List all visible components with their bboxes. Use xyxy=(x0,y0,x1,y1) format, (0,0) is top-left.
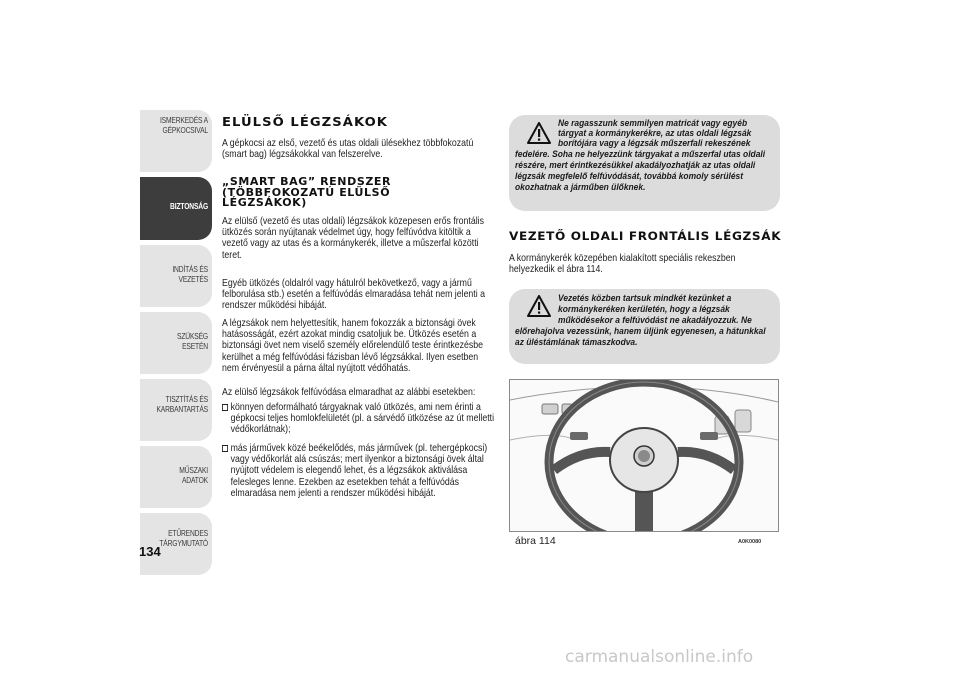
tab-label: ETŰRENDES TÁRGYMUTATÓ xyxy=(159,529,208,548)
tab-inditas[interactable] xyxy=(140,245,212,307)
right-paragraph-1: A kormánykerék közepében kialakított speciális rekeszben helyezkedik el ábra 114. xyxy=(509,253,736,276)
warning-2-line: Vezetés közben tartsuk mindkét kezünket a xyxy=(558,293,732,304)
warning-2-line: kormánykeréken kerületén, hogy a légzsák xyxy=(558,304,730,315)
checkbox-bullet-icon xyxy=(222,445,228,452)
warning-2-line: működésekor a felfúvódást ne akadályozzuk. Ne xyxy=(558,315,752,326)
tab-label: TISZTÍTÁS ÉS KARBANTARTÁS xyxy=(156,395,208,414)
warning-1-line: Ne ragasszunk semmilyen matricát vagy egyéb xyxy=(558,118,748,129)
warning-1-line: tárgyat a kormánykerékre, az utas oldali légzsák xyxy=(558,128,752,139)
section-title: ELÜLSŐ LÉGZSÁKOK xyxy=(222,114,389,129)
warning-1-line: borítójára vagy a légzsák műszerfali rekeszének xyxy=(558,138,751,149)
tab-label: INDÍTÁS ÉS VEZETÉS xyxy=(172,265,208,284)
watermark: carmanualsonline.info xyxy=(565,647,754,667)
page-number: 134 xyxy=(139,544,161,559)
tab-biztonsag[interactable] xyxy=(140,177,212,240)
tab-label: MŰSZAKI ADATOK xyxy=(179,466,208,485)
list-item xyxy=(222,443,497,499)
figure-caption: ábra 114 xyxy=(515,535,556,547)
paragraph-1: Az elülső (vezető és utas oldali) légzsákok közepesen erős frontális ütközés során nyújtanak védelmet úgy, hogy felfúvódva kitöltik a vezető vagy az utas és a kormánykerék, illetve a műszerfal közötti teret. xyxy=(222,216,485,261)
list-item-text: más járművek közé beékelődés, más járművek (pl. tehergépkocsi) vagy védőkorlát alá csúszás; mert ilyenkor a biztonsági övek által nyújtott védelem is elegendő lehet, és a légzsákok aktiválása felesleges lenne. Ezekben az esetekben tehát a felfúvódás elmaradása nem jelenti a rendszer működési hibáját. xyxy=(230,443,488,499)
tab-ismerkedes[interactable] xyxy=(140,110,212,172)
subsection-title: „SMART BAG” RENDSZER (TÖBBFOKOZATÚ ELÜLSŐ LÉGZSÁKOK) xyxy=(222,175,392,209)
steering-wheel-figure xyxy=(509,379,779,532)
warning-2-line: az üléstámlának támaszkodva. xyxy=(515,337,638,348)
warning-1-line: fedelére. Soha ne helyezzünk tárgyakat a műszerfal utas oldali xyxy=(515,149,766,160)
intro-paragraph: A gépkocsi az első, vezető és utas oldali ülésekhez többfokozatú (smart bag) légzsákokkal van felszerelve. xyxy=(222,138,474,161)
paragraph-4: Az elülső légzsákok felfúvódása elmaradhat az alábbi esetekben: xyxy=(222,387,476,398)
tab-tisztitas[interactable] xyxy=(140,379,212,441)
list-item-text: könnyen deformálható tárgyaknak való ütközés, ami nem érinti a gépkocsi teljes homlokfelületét (pl. a sárvédő ütközése az út melletti védőkorlátnak); xyxy=(230,402,495,436)
tab-label: ISMERKEDÉS A GÉPKOCSIVAL xyxy=(159,116,208,135)
tab-label: SZÜKSÉG ESETÉN xyxy=(177,332,208,351)
steering-wheel-illustration xyxy=(510,380,778,531)
warning-triangle-icon xyxy=(527,122,551,144)
tab-label: BIZTONSÁG xyxy=(170,202,208,211)
section-title-2: VEZETŐ OLDALI FRONTÁLIS LÉGZSÁK xyxy=(509,229,782,243)
figure-code: A0K0080 xyxy=(738,539,762,545)
tab-muszaki[interactable] xyxy=(140,446,212,508)
paragraph-3: A légzsákok nem helyettesítik, hanem fokozzák a biztonsági övek hatásosságát, ezért azokat mindig csatoljuk be. Ütközés esetén a biztonsági övet nem viselő személy előrelendülő teste érintkezésbe kerülhet a még felfúvódási fázisban lévő légzsákkal. Ilyen esetben nem érvényesül a párna által nyújtott védőhatás. xyxy=(222,318,484,374)
paragraph-2: Egyéb ütközés (oldalról vagy hátulról bekövetkező, vagy a jármű felborulása stb.) esetén a felfúvódás elmaradása tehát nem jelenti a rendszer működési hibáját. xyxy=(222,278,485,312)
warning-triangle-icon xyxy=(527,295,551,317)
list-item xyxy=(222,402,497,436)
warning-1-line: légzsák megfelelő felfúvódását, továbbá komoly sérülést xyxy=(515,171,744,182)
tab-szukseg[interactable] xyxy=(140,312,212,374)
warning-2-line: előrehajolva vezessünk, hanem üljünk egyenesen, a hátunkkal xyxy=(515,326,766,337)
checkbox-bullet-icon xyxy=(222,404,228,411)
warning-1-line: okozhatnak a járműben ülőknek. xyxy=(515,182,646,193)
warning-1-line: részére, mert érintkezésükkel akadályozhatják az utas oldali xyxy=(515,160,756,171)
